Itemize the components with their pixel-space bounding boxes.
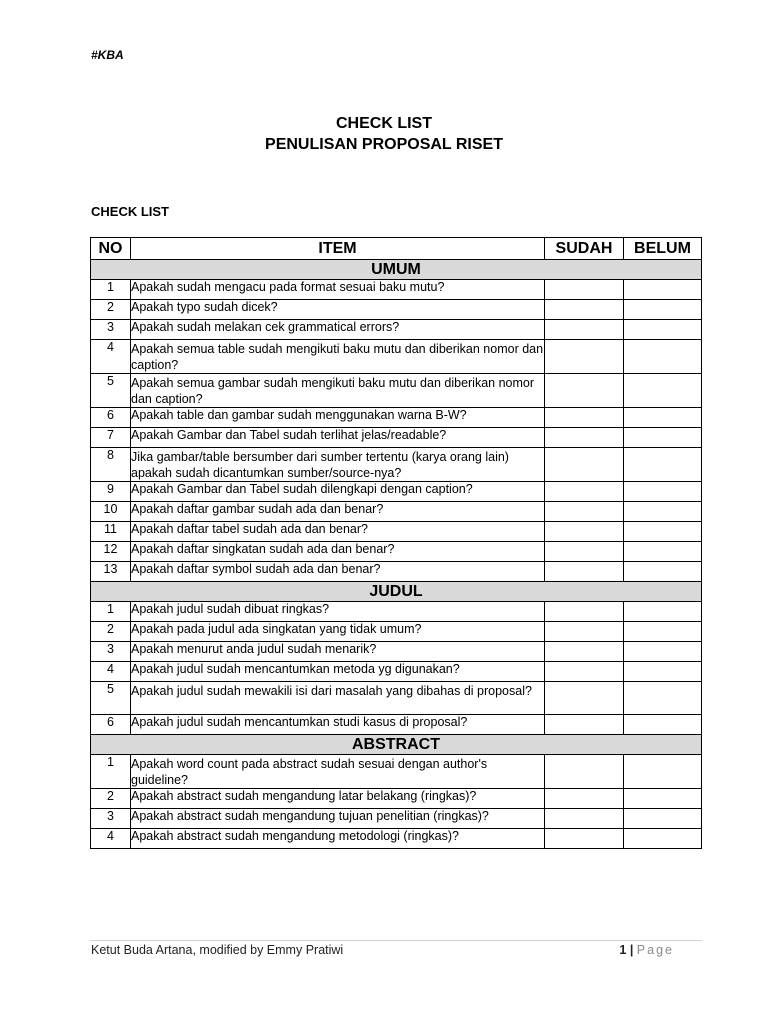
sudah-check-cell[interactable]	[545, 789, 624, 809]
table-row	[91, 340, 702, 374]
row-number: 5	[91, 374, 131, 408]
table-row	[91, 522, 702, 542]
row-item-text: Apakah semua gambar sudah mengikuti baku mutu dan diberikan nomor dan caption?	[131, 374, 545, 408]
sudah-check-cell[interactable]	[545, 522, 624, 542]
sudah-check-cell[interactable]	[545, 809, 624, 829]
belum-check-cell[interactable]	[624, 662, 702, 682]
sudah-check-cell[interactable]	[545, 280, 624, 300]
table-row	[91, 502, 702, 522]
table-row	[91, 682, 702, 715]
belum-check-cell[interactable]	[624, 408, 702, 428]
footer-author: Ketut Buda Artana, modified by Emmy Pratiwi	[91, 943, 344, 957]
header-no: NO	[91, 238, 131, 260]
belum-check-cell[interactable]	[624, 542, 702, 562]
sudah-check-cell[interactable]	[545, 428, 624, 448]
row-item-text: Apakah daftar gambar sudah ada dan benar?	[131, 502, 545, 522]
table-row	[91, 755, 702, 789]
table-row	[91, 374, 702, 408]
belum-check-cell[interactable]	[624, 320, 702, 340]
row-item-text: Apakah Gambar dan Tabel sudah terlihat jelas/readable?	[131, 428, 545, 448]
table-row	[91, 662, 702, 682]
footer-divider	[90, 940, 702, 941]
section-row-abstract	[91, 735, 702, 755]
belum-check-cell[interactable]	[624, 502, 702, 522]
section-row-umum	[91, 260, 702, 280]
row-item-text: Apakah typo sudah dicek?	[131, 300, 545, 320]
table-row	[91, 448, 702, 482]
row-number: 3	[91, 320, 131, 340]
section-title: ABSTRACT	[91, 735, 702, 755]
row-item-text: Apakah judul sudah dibuat ringkas?	[131, 602, 545, 622]
belum-check-cell[interactable]	[624, 448, 702, 482]
table-row	[91, 602, 702, 622]
row-item-text: Apakah pada judul ada singkatan yang tidak umum?	[131, 622, 545, 642]
belum-check-cell[interactable]	[624, 428, 702, 448]
row-item-text: Apakah word count pada abstract sudah sesuai dengan author's guideline?	[131, 755, 545, 789]
header-item: ITEM	[131, 238, 545, 260]
belum-check-cell[interactable]	[624, 715, 702, 735]
section-title: UMUM	[91, 260, 702, 280]
sudah-check-cell[interactable]	[545, 755, 624, 789]
belum-check-cell[interactable]	[624, 622, 702, 642]
row-item-text: Apakah sudah melakan cek grammatical errors?	[131, 320, 545, 340]
belum-check-cell[interactable]	[624, 522, 702, 542]
belum-check-cell[interactable]	[624, 482, 702, 502]
row-item-text: Apakah judul sudah mewakili isi dari masalah yang dibahas di proposal?	[131, 682, 545, 715]
table-row	[91, 642, 702, 662]
sudah-check-cell[interactable]	[545, 602, 624, 622]
belum-check-cell[interactable]	[624, 300, 702, 320]
table-row	[91, 809, 702, 829]
row-number: 1	[91, 280, 131, 300]
row-number: 1	[91, 602, 131, 622]
row-item-text: Apakah abstract sudah mengandung tujuan penelitian (ringkas)?	[131, 809, 545, 829]
belum-check-cell[interactable]	[624, 755, 702, 789]
table-row	[91, 320, 702, 340]
row-number: 2	[91, 789, 131, 809]
checklist-body	[91, 260, 702, 849]
row-item-text: Apakah semua table sudah mengikuti baku mutu dan diberikan nomor dan caption?	[131, 340, 545, 374]
sudah-check-cell[interactable]	[545, 542, 624, 562]
row-item-text: Apakah abstract sudah mengandung latar belakang (ringkas)?	[131, 789, 545, 809]
table-row	[91, 280, 702, 300]
row-item-text: Apakah daftar symbol sudah ada dan benar?	[131, 562, 545, 582]
row-number: 2	[91, 300, 131, 320]
sudah-check-cell[interactable]	[545, 482, 624, 502]
row-number: 1	[91, 755, 131, 789]
row-number: 7	[91, 428, 131, 448]
row-number: 6	[91, 408, 131, 428]
belum-check-cell[interactable]	[624, 602, 702, 622]
sudah-check-cell[interactable]	[545, 642, 624, 662]
row-number: 4	[91, 662, 131, 682]
row-item-text: Apakah judul sudah mencantumkan metoda yg digunakan?	[131, 662, 545, 682]
table-row	[91, 300, 702, 320]
row-number: 10	[91, 502, 131, 522]
row-item-text: Apakah Gambar dan Tabel sudah dilengkapi dengan caption?	[131, 482, 545, 502]
sudah-check-cell[interactable]	[545, 448, 624, 482]
belum-check-cell[interactable]	[624, 809, 702, 829]
belum-check-cell[interactable]	[624, 789, 702, 809]
table-row	[91, 562, 702, 582]
header-sudah: SUDAH	[545, 238, 624, 260]
sudah-check-cell[interactable]	[545, 502, 624, 522]
table-row	[91, 789, 702, 809]
sudah-check-cell[interactable]	[545, 662, 624, 682]
belum-check-cell[interactable]	[624, 642, 702, 662]
row-item-text: Apakah menurut anda judul sudah menarik?	[131, 642, 545, 662]
table-row	[91, 542, 702, 562]
row-number: 3	[91, 642, 131, 662]
row-number: 4	[91, 829, 131, 849]
sudah-check-cell[interactable]	[545, 562, 624, 582]
row-item-text: Apakah daftar singkatan sudah ada dan benar?	[131, 542, 545, 562]
row-number: 3	[91, 809, 131, 829]
section-subheading: CHECK LIST	[91, 204, 169, 219]
section-row-judul	[91, 582, 702, 602]
belum-check-cell[interactable]	[624, 374, 702, 408]
row-number: 12	[91, 542, 131, 562]
sudah-check-cell[interactable]	[545, 320, 624, 340]
row-number: 2	[91, 622, 131, 642]
page-separator: |	[629, 943, 634, 957]
page-label: Page	[636, 943, 674, 957]
belum-check-cell[interactable]	[624, 562, 702, 582]
row-item-text: Apakah sudah mengacu pada format sesuai baku mutu?	[131, 280, 545, 300]
belum-check-cell[interactable]	[624, 280, 702, 300]
table-header-row	[91, 238, 702, 260]
checklist-table	[90, 237, 702, 849]
table-row	[91, 408, 702, 428]
sudah-check-cell[interactable]	[545, 408, 624, 428]
document-tag: #KBA	[91, 48, 124, 62]
row-number: 6	[91, 715, 131, 735]
sudah-check-cell[interactable]	[545, 829, 624, 849]
sudah-check-cell[interactable]	[545, 715, 624, 735]
sudah-check-cell[interactable]	[545, 622, 624, 642]
sudah-check-cell[interactable]	[545, 300, 624, 320]
document-title-line-1: CHECK LIST	[336, 115, 432, 132]
row-number: 4	[91, 340, 131, 374]
row-number: 11	[91, 522, 131, 542]
row-number: 5	[91, 682, 131, 715]
page-number: 1	[619, 943, 627, 957]
belum-check-cell[interactable]	[624, 682, 702, 715]
document-title-line-2: PENULISAN PROPOSAL RISET	[265, 136, 503, 153]
footer-page-info	[619, 943, 674, 957]
row-item-text: Apakah table dan gambar sudah menggunakan warna B-W?	[131, 408, 545, 428]
table-row	[91, 428, 702, 448]
row-item-text: Apakah judul sudah mencantumkan studi kasus di proposal?	[131, 715, 545, 735]
belum-check-cell[interactable]	[624, 829, 702, 849]
belum-check-cell[interactable]	[624, 340, 702, 374]
row-number: 13	[91, 562, 131, 582]
sudah-check-cell[interactable]	[545, 374, 624, 408]
table-row	[91, 482, 702, 502]
row-item-text: Apakah abstract sudah mengandung metodologi (ringkas)?	[131, 829, 545, 849]
row-number: 8	[91, 448, 131, 482]
row-item-text: Jika gambar/table bersumber dari sumber tertentu (karya orang lain) apakah sudah dicantumkan sumber/source-nya?	[131, 448, 545, 482]
sudah-check-cell[interactable]	[545, 682, 624, 715]
header-belum: BELUM	[624, 238, 702, 260]
section-title: JUDUL	[91, 582, 702, 602]
row-item-text: Apakah daftar tabel sudah ada dan benar?	[131, 522, 545, 542]
table-row	[91, 622, 702, 642]
row-number: 9	[91, 482, 131, 502]
table-row	[91, 715, 702, 735]
sudah-check-cell[interactable]	[545, 340, 624, 374]
table-row	[91, 829, 702, 849]
